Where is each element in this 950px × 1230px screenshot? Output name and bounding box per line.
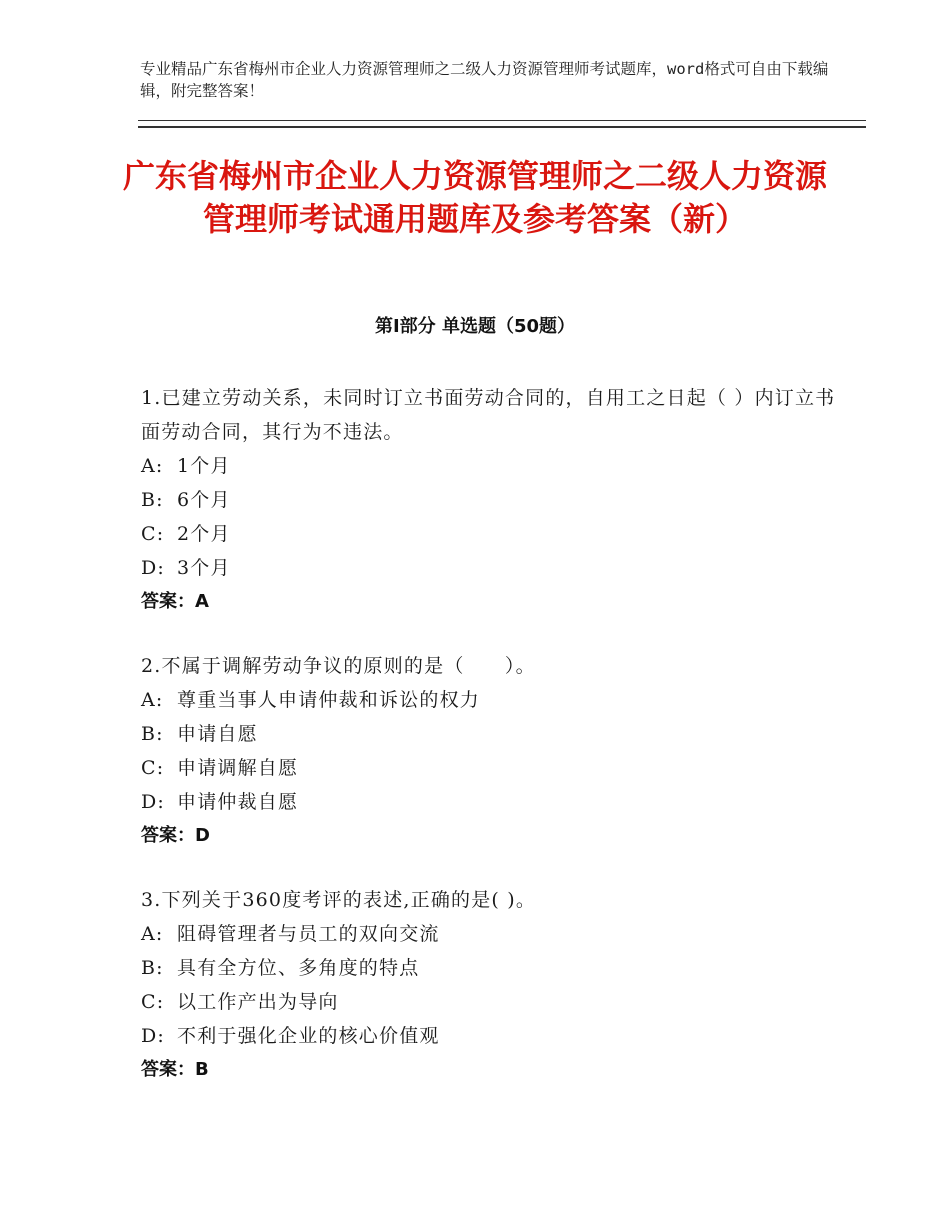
option-text: 1个月 (177, 455, 231, 477)
question-3 (141, 883, 841, 1087)
option-key: B: (141, 957, 164, 979)
option-key: D: (141, 557, 166, 579)
option-text: 3个月 (177, 557, 231, 579)
option-key: C: (141, 757, 165, 779)
option-text: 具有全方位、多角度的特点 (177, 957, 420, 979)
option-key: B: (141, 723, 164, 745)
question-1 (141, 381, 841, 619)
option-b (141, 483, 841, 517)
header-divider (138, 120, 866, 128)
question-stem: 2.不属于调解劳动争议的原则的是（ ）。 (141, 655, 536, 677)
option-c (141, 985, 841, 1019)
option-key: C: (141, 523, 165, 545)
document-title: 广东省梅州市企业人力资源管理师之二级人力资源管理师考试通用题库及参考答案（新） (122, 157, 827, 238)
option-key: C: (141, 991, 165, 1013)
option-text: 申请自愿 (177, 723, 258, 745)
option-b (141, 717, 841, 751)
option-text: 2个月 (177, 523, 231, 545)
answer-label: 答案：D (141, 825, 210, 846)
question-list (141, 381, 841, 1117)
answer-label: 答案：B (141, 1059, 209, 1080)
option-text: 6个月 (177, 489, 231, 511)
question-2 (141, 649, 841, 853)
answer-label: 答案：A (141, 591, 209, 612)
option-d (141, 551, 841, 585)
option-d (141, 785, 841, 819)
option-text: 阻碍管理者与员工的双向交流 (177, 923, 440, 945)
option-c (141, 517, 841, 551)
option-text: 以工作产出为导向 (177, 991, 339, 1013)
option-key: B: (141, 489, 164, 511)
question-stem: 1.已建立劳动关系，未同时订立书面劳动合同的，自用工之日起（ ）内订立书面劳动合同，其行为不违法。 (141, 387, 836, 443)
question-stem: 3.下列关于360度考评的表述,正确的是( )。 (141, 889, 537, 911)
option-text: 申请调解自愿 (177, 757, 299, 779)
option-text: 尊重当事人申请仲裁和诉讼的权力 (177, 689, 481, 711)
option-key: A: (141, 455, 164, 477)
option-key: A: (141, 923, 164, 945)
option-key: A: (141, 689, 164, 711)
option-a (141, 449, 841, 483)
option-text: 申请仲裁自愿 (177, 791, 299, 813)
option-b (141, 951, 841, 985)
option-key: D: (141, 1025, 166, 1047)
option-c (141, 751, 841, 785)
header-note: 专业精品广东省梅州市企业人力资源管理师之二级人力资源管理师考试题库，word格式可自由下载编辑，附完整答案！ (140, 60, 829, 100)
option-a (141, 917, 841, 951)
option-d (141, 1019, 841, 1053)
section-title: 第Ⅰ部分 单选题（50题） (374, 316, 575, 337)
option-key: D: (141, 791, 166, 813)
option-a (141, 683, 841, 717)
option-text: 不利于强化企业的核心价值观 (177, 1025, 440, 1047)
